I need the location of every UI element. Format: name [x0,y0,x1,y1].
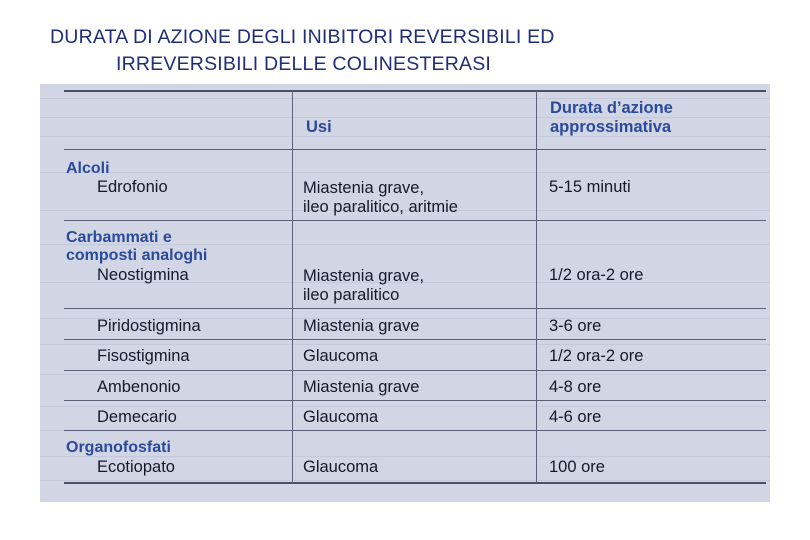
drug-duration: 1/2 ora-2 ore [549,347,644,365]
drug-use: Miastenia grave [303,378,420,396]
header-uses: Usi [306,118,332,136]
drug-duration: 5-15 minuti [549,178,631,196]
slide-title-line-2: IRREVERSIBILI DELLE COLINESTERASI [116,53,492,75]
drug-name: Fisostigmina [97,347,190,365]
table-bottom-rule [64,482,766,484]
table-row-divider [64,308,766,309]
drug-name: Demecario [97,408,177,426]
table-row-divider [64,430,766,431]
group-carbamates-line-2: composti analoghi [66,247,208,264]
drug-use: Miastenia grave, [303,179,425,197]
scanned-table-image [40,84,770,502]
slide-title-line-1: DURATA DI AZIONE DEGLI INIBITORI REVERSIBILI ED [50,26,555,48]
drug-duration: 100 ore [549,458,605,476]
table-header-rule [64,149,766,150]
group-carbamates-line-1: Carbammati e [66,229,172,246]
drug-name: Ambenonio [97,378,181,396]
drug-duration: 4-6 ore [549,408,602,426]
drug-use: ileo paralitico [303,286,400,304]
drug-name: Edrofonio [97,178,168,196]
group-alcohols: Alcoli [66,160,110,177]
drug-duration: 3-6 ore [549,317,602,335]
drug-use: Miastenia grave [303,317,420,335]
column-divider [292,91,293,483]
column-divider [536,91,537,483]
drug-use: Miastenia grave, [303,267,425,285]
table-row-divider [64,400,766,401]
drug-name: Neostigmina [97,266,189,284]
drug-use: Glaucoma [303,347,379,365]
table-row-divider [64,370,766,371]
table-row-divider [64,220,766,221]
drug-use: Glaucoma [303,408,379,426]
table-row-divider [64,339,766,340]
header-duration-line-2: approssimativa [550,118,672,136]
group-organophosphates: Organofosfati [66,439,171,456]
slide-title [0,24,810,78]
drug-use: ileo paralitico, aritmie [303,198,458,216]
header-duration-line-1: Durata d’azione [550,99,673,117]
drug-use: Glaucoma [303,458,379,476]
drug-duration: 1/2 ora-2 ore [549,266,644,284]
drug-name: Ecotiopato [97,458,175,476]
drug-name: Piridostigmina [97,317,201,335]
drug-duration: 4-8 ore [549,378,602,396]
table-top-rule [64,90,766,92]
